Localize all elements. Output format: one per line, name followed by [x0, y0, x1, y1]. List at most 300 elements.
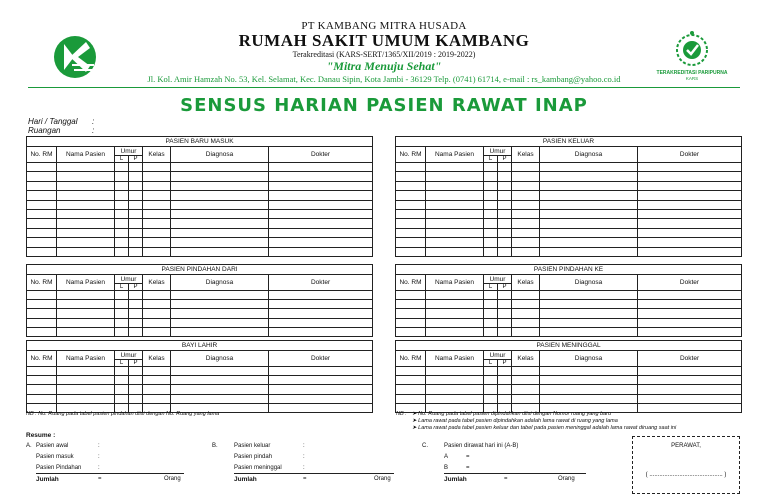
table-cell[interactable]	[396, 291, 426, 300]
table-cell[interactable]	[484, 291, 498, 300]
table-cell[interactable]	[171, 219, 269, 228]
table-cell[interactable]	[484, 181, 498, 190]
table-cell[interactable]	[129, 163, 143, 172]
table-cell[interactable]	[396, 309, 426, 318]
table-cell[interactable]	[638, 403, 742, 412]
table-cell[interactable]	[512, 200, 540, 209]
table-cell[interactable]	[426, 200, 484, 209]
table-cell[interactable]	[115, 238, 129, 247]
table-cell[interactable]	[484, 367, 498, 376]
resume-b-label: B.	[212, 443, 218, 449]
table-cell[interactable]	[396, 163, 426, 172]
table-cell[interactable]	[426, 291, 484, 300]
table-cell[interactable]	[540, 291, 638, 300]
table-cell[interactable]	[540, 209, 638, 218]
table-cell[interactable]	[512, 181, 540, 190]
table-cell[interactable]	[426, 309, 484, 318]
table-cell[interactable]	[540, 191, 638, 200]
table-row	[27, 228, 373, 237]
col-umur-l: L	[115, 156, 129, 163]
table-cell[interactable]	[171, 300, 269, 309]
table-cell[interactable]	[129, 309, 143, 318]
table-cell[interactable]	[426, 327, 484, 336]
table-cell[interactable]	[396, 385, 426, 394]
table-cell[interactable]	[396, 300, 426, 309]
table-cell[interactable]	[498, 385, 512, 394]
table-cell[interactable]	[396, 376, 426, 385]
table-cell[interactable]	[484, 247, 498, 256]
table-cell[interactable]	[115, 291, 129, 300]
table-cell[interactable]	[512, 318, 540, 327]
room-colon: :	[92, 126, 95, 135]
table-cell[interactable]	[396, 172, 426, 181]
table-cell[interactable]	[484, 394, 498, 403]
table-cell[interactable]	[484, 228, 498, 237]
table-cell[interactable]	[27, 300, 57, 309]
col-no-rm: No. RM	[27, 147, 57, 163]
table-cell[interactable]	[269, 209, 373, 218]
table-cell[interactable]	[143, 385, 171, 394]
table-cell[interactable]	[269, 200, 373, 209]
table-cell[interactable]	[396, 200, 426, 209]
table-cell[interactable]	[498, 238, 512, 247]
table-cell[interactable]	[484, 300, 498, 309]
table-cell[interactable]	[115, 191, 129, 200]
table-cell[interactable]	[57, 228, 115, 237]
table-cell[interactable]	[396, 191, 426, 200]
table-cell[interactable]	[638, 291, 742, 300]
table-cell[interactable]	[426, 209, 484, 218]
resume-b-item-3: Jumlah	[234, 476, 257, 483]
table-cell[interactable]	[57, 209, 115, 218]
table-cell[interactable]	[129, 327, 143, 336]
table-cell[interactable]	[143, 300, 171, 309]
table-cell[interactable]	[498, 163, 512, 172]
table-cell[interactable]	[396, 394, 426, 403]
table-cell[interactable]	[143, 163, 171, 172]
table-cell[interactable]	[171, 172, 269, 181]
table-cell[interactable]	[57, 200, 115, 209]
table-cell[interactable]	[171, 291, 269, 300]
table-cell[interactable]	[426, 376, 484, 385]
table-cell[interactable]	[426, 172, 484, 181]
table-cell[interactable]	[269, 394, 373, 403]
table-cell[interactable]	[426, 394, 484, 403]
table-cell[interactable]	[143, 327, 171, 336]
table-cell[interactable]	[27, 394, 57, 403]
table-cell[interactable]	[143, 376, 171, 385]
table-cell[interactable]	[115, 376, 129, 385]
table-cell[interactable]	[27, 200, 57, 209]
table-cell[interactable]	[638, 181, 742, 190]
table-cell[interactable]	[484, 163, 498, 172]
table-cell[interactable]	[115, 385, 129, 394]
table-cell[interactable]	[498, 191, 512, 200]
table-cell[interactable]	[143, 219, 171, 228]
table-cell[interactable]	[269, 172, 373, 181]
table-cell[interactable]	[143, 291, 171, 300]
table-row	[396, 238, 742, 247]
table-cell[interactable]	[143, 209, 171, 218]
table-cell[interactable]	[540, 376, 638, 385]
table-cell[interactable]	[57, 300, 115, 309]
table-cell[interactable]	[638, 385, 742, 394]
table-cell[interactable]	[171, 238, 269, 247]
table-cell[interactable]	[638, 172, 742, 181]
table-cell[interactable]	[115, 327, 129, 336]
table-cell[interactable]	[540, 300, 638, 309]
table-cell[interactable]	[426, 238, 484, 247]
table-cell[interactable]	[396, 209, 426, 218]
table-cell[interactable]	[512, 291, 540, 300]
table-cell[interactable]	[269, 376, 373, 385]
table-cell[interactable]	[498, 367, 512, 376]
table-cell[interactable]	[171, 376, 269, 385]
table-cell[interactable]	[512, 376, 540, 385]
table-row	[27, 209, 373, 218]
table-cell[interactable]	[129, 172, 143, 181]
table-cell[interactable]	[57, 191, 115, 200]
table-cell[interactable]	[269, 300, 373, 309]
table-cell[interactable]	[129, 209, 143, 218]
address: Jl. Kol. Amir Hamzah No. 53, Kel. Selamat, Kec. Danau Sipin, Kota Jambi - 36129 Telp. (0741) 61714, e-mail : rs_kambang@yahoo.co.id	[147, 74, 621, 84]
table-row	[396, 209, 742, 218]
table-cell[interactable]	[484, 200, 498, 209]
table-cell[interactable]	[171, 394, 269, 403]
table-row	[27, 367, 373, 376]
table-cell[interactable]	[426, 385, 484, 394]
table-cell[interactable]	[484, 385, 498, 394]
note-right-prefix: NB :	[396, 411, 407, 417]
table-row	[27, 327, 373, 336]
table-cell[interactable]	[396, 247, 426, 256]
table-cell[interactable]	[638, 309, 742, 318]
table-cell[interactable]	[540, 181, 638, 190]
table-cell[interactable]	[512, 247, 540, 256]
table-row	[27, 163, 373, 172]
table-cell[interactable]	[638, 219, 742, 228]
table-cell[interactable]	[171, 327, 269, 336]
table-cell[interactable]	[171, 385, 269, 394]
table-row	[396, 291, 742, 300]
table-cell[interactable]	[129, 300, 143, 309]
table-cell[interactable]	[57, 309, 115, 318]
table-cell[interactable]	[27, 219, 57, 228]
resume-b-item-2: Pasien meninggal	[234, 465, 282, 471]
table-cell[interactable]	[498, 200, 512, 209]
table-cell[interactable]	[512, 385, 540, 394]
table-cell[interactable]	[143, 228, 171, 237]
table-cell[interactable]	[638, 209, 742, 218]
table-row	[396, 228, 742, 237]
table-cell[interactable]	[27, 309, 57, 318]
table-cell[interactable]	[426, 228, 484, 237]
table-cell[interactable]	[396, 367, 426, 376]
table-cell[interactable]	[115, 163, 129, 172]
table-cell[interactable]	[540, 367, 638, 376]
resume-a-colon-0: :	[98, 443, 100, 449]
table-cell[interactable]	[512, 300, 540, 309]
table-cell[interactable]	[484, 172, 498, 181]
table-cell[interactable]	[396, 219, 426, 228]
table-cell[interactable]	[143, 309, 171, 318]
table-bayi-lahir	[26, 340, 373, 413]
table-cell[interactable]	[171, 181, 269, 190]
table-cell[interactable]	[129, 394, 143, 403]
resume-c-a: A	[444, 454, 449, 460]
table-cell[interactable]	[269, 219, 373, 228]
table-cell[interactable]	[129, 318, 143, 327]
table-cell[interactable]	[498, 376, 512, 385]
table-cell[interactable]	[512, 367, 540, 376]
table-cell[interactable]	[396, 228, 426, 237]
table-cell[interactable]	[540, 394, 638, 403]
table-cell[interactable]	[498, 228, 512, 237]
table-cell[interactable]	[57, 376, 115, 385]
table-cell[interactable]	[143, 181, 171, 190]
table-cell[interactable]	[115, 309, 129, 318]
table-cell[interactable]	[143, 172, 171, 181]
table-cell[interactable]	[426, 191, 484, 200]
table-cell[interactable]	[57, 163, 115, 172]
table-cell[interactable]	[57, 318, 115, 327]
table-cell[interactable]	[638, 327, 742, 336]
table-cell[interactable]	[638, 394, 742, 403]
table-cell[interactable]	[269, 238, 373, 247]
table-cell[interactable]	[540, 200, 638, 209]
table-cell[interactable]	[143, 394, 171, 403]
table-cell[interactable]	[484, 327, 498, 336]
table-cell[interactable]	[498, 318, 512, 327]
table-cell[interactable]	[57, 291, 115, 300]
table-cell[interactable]	[540, 228, 638, 237]
table-cell[interactable]	[57, 172, 115, 181]
table-cell[interactable]	[57, 219, 115, 228]
table-cell[interactable]	[269, 163, 373, 172]
table-cell[interactable]	[27, 209, 57, 218]
table-cell[interactable]	[269, 385, 373, 394]
table-cell[interactable]	[512, 309, 540, 318]
table-cell[interactable]	[269, 327, 373, 336]
col-umur-l: L	[484, 360, 498, 367]
table-cell[interactable]	[484, 318, 498, 327]
col-dokter: Dokter	[638, 275, 742, 291]
table-cell[interactable]	[115, 181, 129, 190]
table-cell[interactable]	[498, 394, 512, 403]
table-cell[interactable]	[540, 309, 638, 318]
table-cell[interactable]	[269, 403, 373, 412]
table-cell[interactable]	[484, 238, 498, 247]
table-cell[interactable]	[171, 163, 269, 172]
table-cell[interactable]	[512, 394, 540, 403]
table-cell[interactable]	[498, 181, 512, 190]
table-cell[interactable]	[27, 247, 57, 256]
table-cell[interactable]	[129, 200, 143, 209]
table-cell[interactable]	[426, 318, 484, 327]
table-cell[interactable]	[498, 209, 512, 218]
table-cell[interactable]	[638, 367, 742, 376]
table-cell[interactable]	[540, 327, 638, 336]
table-cell[interactable]	[27, 172, 57, 181]
perawat-sign: ( ............................................ )	[645, 472, 727, 478]
table-cell[interactable]	[512, 172, 540, 181]
table-cell[interactable]	[171, 191, 269, 200]
table-cell[interactable]	[27, 327, 57, 336]
table-cell[interactable]	[540, 247, 638, 256]
table-cell[interactable]	[540, 172, 638, 181]
table-cell[interactable]	[27, 376, 57, 385]
table-cell[interactable]	[115, 394, 129, 403]
col-nama-pasien: Nama Pasien	[426, 351, 484, 367]
table-cell[interactable]	[638, 300, 742, 309]
table-cell[interactable]	[512, 191, 540, 200]
table-cell[interactable]	[638, 200, 742, 209]
room-label: Ruangan	[28, 126, 61, 135]
table-cell[interactable]	[498, 300, 512, 309]
table-cell[interactable]	[269, 191, 373, 200]
resume-c-a-eq: =	[466, 454, 470, 460]
table-cell[interactable]	[57, 238, 115, 247]
table-cell[interactable]	[426, 300, 484, 309]
table-cell[interactable]	[498, 219, 512, 228]
table-cell[interactable]	[115, 300, 129, 309]
table-cell[interactable]	[27, 228, 57, 237]
table-cell[interactable]	[27, 291, 57, 300]
table-row	[27, 376, 373, 385]
table-cell[interactable]	[638, 247, 742, 256]
table-cell[interactable]	[498, 309, 512, 318]
table-cell[interactable]	[426, 219, 484, 228]
table-cell[interactable]	[143, 200, 171, 209]
table-cell[interactable]	[540, 219, 638, 228]
table-cell[interactable]	[171, 209, 269, 218]
col-no-rm: No. RM	[27, 351, 57, 367]
table-cell[interactable]	[129, 228, 143, 237]
table-cell[interactable]	[540, 385, 638, 394]
table-cell[interactable]	[638, 228, 742, 237]
table-cell[interactable]	[27, 318, 57, 327]
table-cell[interactable]	[396, 327, 426, 336]
table-cell[interactable]	[540, 318, 638, 327]
table-cell[interactable]	[171, 228, 269, 237]
table-cell[interactable]	[269, 181, 373, 190]
table-cell[interactable]	[426, 247, 484, 256]
table-cell[interactable]	[540, 238, 638, 247]
table-cell[interactable]	[129, 238, 143, 247]
table-cell[interactable]	[171, 309, 269, 318]
table-cell[interactable]	[115, 209, 129, 218]
table-cell[interactable]	[27, 181, 57, 190]
table-cell[interactable]	[512, 209, 540, 218]
col-nama-pasien: Nama Pasien	[426, 147, 484, 163]
table-cell[interactable]	[129, 367, 143, 376]
table-cell[interactable]	[143, 318, 171, 327]
table-cell[interactable]	[57, 181, 115, 190]
table-cell[interactable]	[498, 247, 512, 256]
table-cell[interactable]	[498, 172, 512, 181]
table-cell[interactable]	[143, 367, 171, 376]
table-cell[interactable]	[512, 228, 540, 237]
table-cell[interactable]	[512, 327, 540, 336]
table-cell[interactable]	[638, 376, 742, 385]
table-cell[interactable]	[638, 191, 742, 200]
table-cell[interactable]	[27, 385, 57, 394]
table-cell[interactable]	[498, 327, 512, 336]
table-cell[interactable]	[27, 191, 57, 200]
table-cell[interactable]	[115, 200, 129, 209]
table-cell[interactable]	[638, 163, 742, 172]
table-cell[interactable]	[115, 219, 129, 228]
table-cell[interactable]	[115, 247, 129, 256]
table-cell[interactable]	[57, 394, 115, 403]
table-cell[interactable]	[129, 181, 143, 190]
table-cell[interactable]	[115, 172, 129, 181]
table-cell[interactable]	[396, 238, 426, 247]
table-pasien-pindahan-dari	[26, 264, 373, 337]
table-cell[interactable]	[269, 247, 373, 256]
table-cell[interactable]	[171, 318, 269, 327]
table-cell[interactable]	[498, 291, 512, 300]
table-cell[interactable]	[540, 163, 638, 172]
table-cell[interactable]	[129, 219, 143, 228]
table-cell[interactable]	[27, 238, 57, 247]
table-cell[interactable]	[426, 163, 484, 172]
table-cell[interactable]	[512, 219, 540, 228]
table-cell[interactable]	[171, 247, 269, 256]
table-cell[interactable]	[115, 367, 129, 376]
table-cell[interactable]	[143, 238, 171, 247]
table-cell[interactable]	[396, 318, 426, 327]
table-cell[interactable]	[171, 200, 269, 209]
table-cell[interactable]	[484, 209, 498, 218]
table-row	[27, 385, 373, 394]
table-cell[interactable]	[484, 219, 498, 228]
table-cell[interactable]	[512, 163, 540, 172]
table-cell[interactable]	[512, 238, 540, 247]
table-cell[interactable]	[269, 228, 373, 237]
table-cell[interactable]	[638, 318, 742, 327]
table-cell[interactable]	[129, 191, 143, 200]
table-cell[interactable]	[115, 228, 129, 237]
table-cell[interactable]	[484, 309, 498, 318]
table-cell[interactable]	[129, 291, 143, 300]
table-cell[interactable]	[638, 238, 742, 247]
table-cell[interactable]	[129, 247, 143, 256]
table-cell[interactable]	[426, 367, 484, 376]
table-cell[interactable]	[484, 376, 498, 385]
table-cell[interactable]	[27, 163, 57, 172]
table-cell[interactable]	[143, 191, 171, 200]
table-cell[interactable]	[143, 247, 171, 256]
table-cell[interactable]	[57, 327, 115, 336]
table-cell[interactable]	[27, 367, 57, 376]
table-cell[interactable]	[269, 309, 373, 318]
table-cell[interactable]	[396, 181, 426, 190]
table-cell[interactable]	[57, 385, 115, 394]
table-cell[interactable]	[269, 291, 373, 300]
table-cell[interactable]	[57, 367, 115, 376]
table-cell[interactable]	[426, 181, 484, 190]
table-row	[27, 181, 373, 190]
table-cell[interactable]	[269, 367, 373, 376]
table-cell[interactable]	[115, 318, 129, 327]
table-cell[interactable]	[269, 318, 373, 327]
table-cell[interactable]	[57, 247, 115, 256]
table-cell[interactable]	[171, 367, 269, 376]
table-cell[interactable]	[484, 191, 498, 200]
table-cell[interactable]	[129, 376, 143, 385]
table-cell[interactable]	[129, 385, 143, 394]
